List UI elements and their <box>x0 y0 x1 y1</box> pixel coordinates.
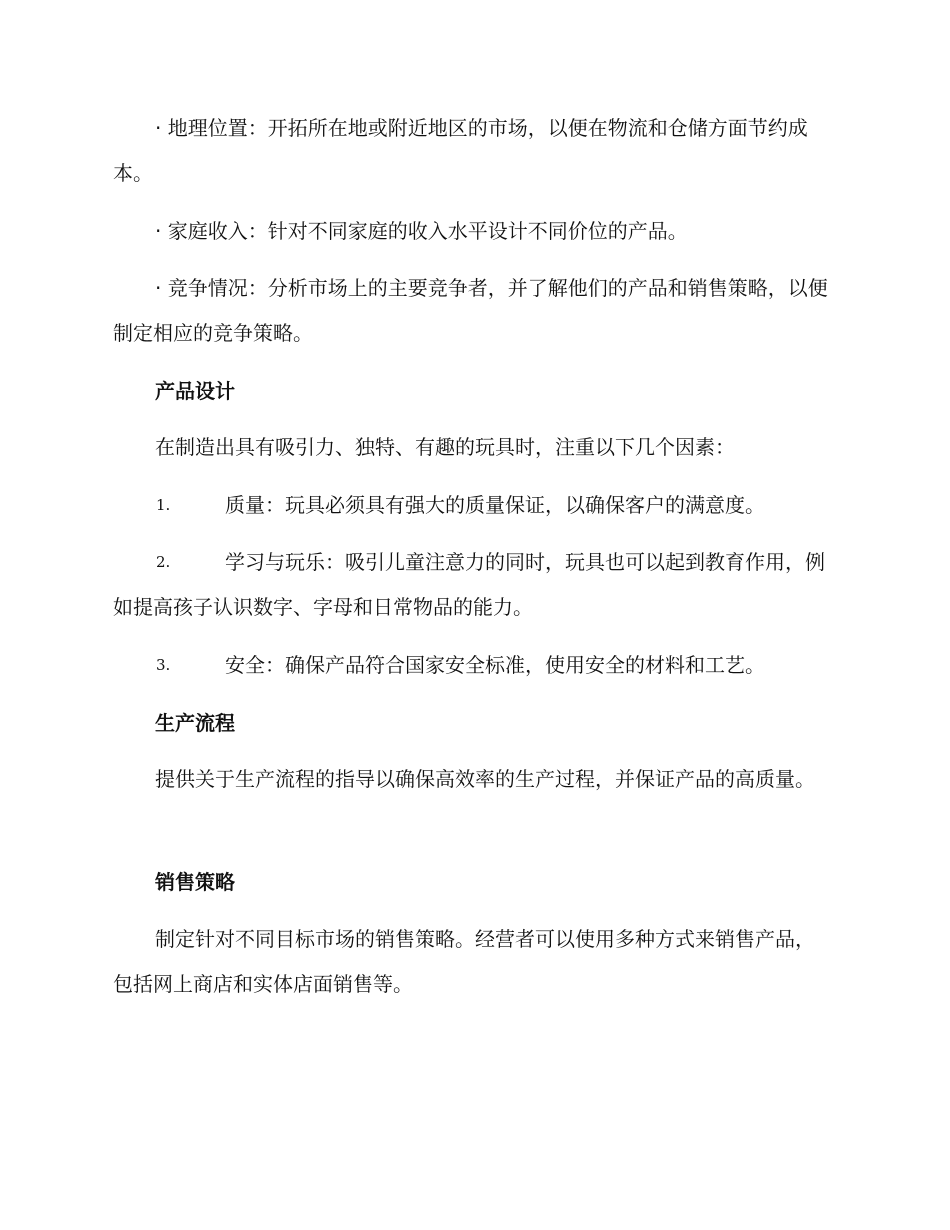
item-text: 安全：确保产品符合国家安全标准，使用安全的材料和工艺。 <box>225 653 765 677</box>
item-number: 1. <box>156 496 171 514</box>
sales-body: 制定针对不同目标市场的销售策略。经营者可以使用多种方式来销售产品，包括网上商店和实体店面销售等。 <box>113 927 815 996</box>
bullet-household-income: · 家庭收入：针对不同家庭的收入水平设计不同价位的产品。 <box>155 219 688 243</box>
numbered-item-learning <box>113 540 833 630</box>
item-number: 2. <box>156 553 171 571</box>
numbered-item-quality <box>113 483 833 528</box>
numbered-item-safety <box>113 643 833 688</box>
heading-production: 生产流程 <box>155 711 235 735</box>
item-text: 学习与玩乐：吸引儿童注意力的同时，玩具也可以起到教育作用，例如提高孩子认识数字、字母和日常物品的能力。 <box>113 550 825 619</box>
bullet-competition: · 竞争情况：分析市场上的主要竞争者，并了解他们的产品和销售策略，以便制定相应的竞争策略。 <box>113 276 828 345</box>
heading-sales: 销售策略 <box>155 870 235 894</box>
product-design-intro: 在制造出具有吸引力、独特、有趣的玩具时，注重以下几个因素： <box>155 435 735 459</box>
production-body: 提供关于生产流程的指导以确保高效率的生产过程，并保证产品的高质量。 <box>155 767 815 791</box>
bullet-geographic-location: · 地理位置：开拓所在地或附近地区的市场，以便在物流和仓储方面节约成本。 <box>113 116 808 185</box>
item-number: 3. <box>156 656 171 674</box>
item-text: 质量：玩具必须具有强大的质量保证，以确保客户的满意度。 <box>225 493 765 517</box>
heading-product-design: 产品设计 <box>155 379 235 403</box>
